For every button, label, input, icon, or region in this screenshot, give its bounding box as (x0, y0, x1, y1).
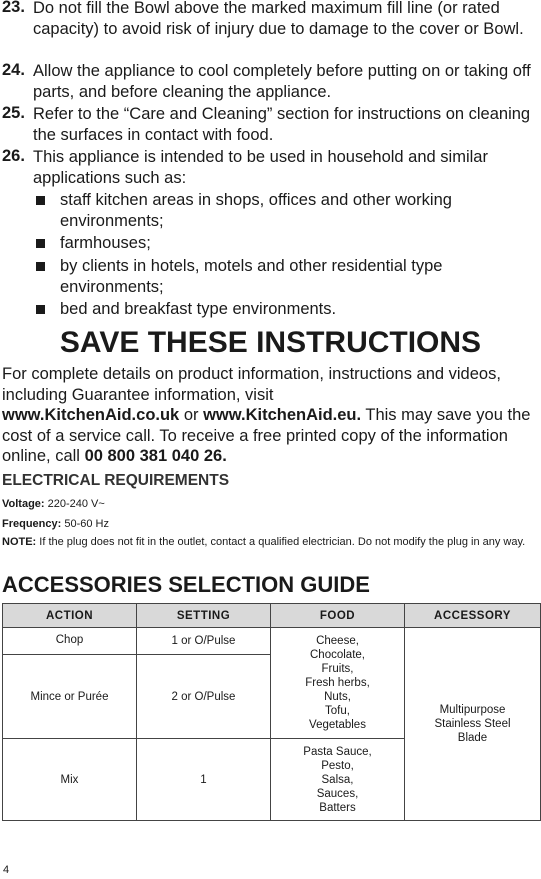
electrical-heading: ELECTRICAL REQUIREMENTS (2, 472, 230, 489)
voltage-label: Voltage: (2, 498, 45, 510)
bullet-item: by clients in hotels, motels and other residential type environments; (60, 257, 443, 296)
action-cell: Chop (3, 628, 137, 655)
kitchenaid-uk-link[interactable]: www.KitchenAid.co.uk (2, 406, 180, 424)
frequency-label: Frequency: (2, 518, 62, 530)
food-item: Fruits, (321, 663, 354, 675)
food-item: Batters (319, 801, 356, 814)
food-item: Cheese, (316, 635, 359, 647)
setting-cell: 2 or O/Pulse (137, 655, 271, 739)
frequency-line (2, 517, 532, 531)
bullet-item: farmhouses; (60, 234, 151, 252)
accessory-line: Blade (457, 732, 488, 744)
setting-cell: 1 or O/Pulse (137, 628, 271, 655)
save-instructions-heading: SAVE THESE INSTRUCTIONS (59, 326, 482, 359)
food-item: Pasta Sauce, (303, 745, 372, 758)
bullet-marker (36, 239, 45, 248)
item-24-number: 24. (2, 61, 25, 79)
column-header-food: FOOD (271, 604, 405, 628)
voltage-value: 220-240 V~ (44, 498, 105, 510)
column-header-accessory: ACCESSORY (405, 604, 541, 628)
bullet-marker (36, 305, 45, 314)
voltage-line (2, 497, 532, 511)
accessories-table (2, 603, 541, 821)
food-item: Salsa, (321, 773, 354, 786)
phone-number: 00 800 381 040 26. (84, 447, 227, 465)
item-25-number: 25. (2, 104, 25, 122)
food-cell (271, 739, 405, 821)
food-item: Pesto, (321, 759, 354, 772)
item-23-text: Do not fill the Bowl above the marked maximum fill line (or rated capacity) to avoid risk of injury due to damage to the cover or Bowl. (33, 0, 524, 38)
note-line (2, 535, 532, 549)
action-cell: Mix (3, 739, 137, 821)
accessory-line: Stainless Steel (434, 718, 511, 730)
accessories-heading: ACCESSORIES SELECTION GUIDE (2, 572, 370, 597)
item-26-text: This appliance is intended to be used in household and similar applications such as: (33, 148, 488, 187)
bullet-marker (36, 196, 45, 205)
details-mid: This may save you the cost of a service call. To receive a free printed copy of the information online, call (2, 406, 531, 465)
food-item: Sauces, (316, 787, 359, 800)
bullet-item: bed and breakfast type environments. (60, 300, 337, 318)
item-23-number: 23. (2, 0, 25, 16)
page-number: 4 (3, 864, 10, 876)
food-item: Tofu, (325, 705, 350, 717)
column-header-action: ACTION (3, 604, 137, 628)
details-paragraph (2, 364, 534, 467)
bullet-item: staff kitchen areas in shops, offices and other working environments; (60, 191, 452, 230)
food-item: Nuts, (324, 691, 351, 703)
action-cell: Mince or Purée (3, 655, 137, 739)
table-row (3, 628, 541, 655)
item-24-text: Allow the appliance to cool completely before putting on or taking off parts, and before cleaning the appliance. (33, 62, 531, 101)
details-intro: For complete details on product information, instructions and videos, including Guarantee information, visit (2, 365, 501, 404)
food-item: Fresh herbs, (305, 677, 370, 689)
setting-cell: 1 (137, 739, 271, 821)
accessory-line: Multipurpose (439, 704, 506, 716)
note-text: If the plug does not fit in the outlet, contact a qualified electrician. Do not modify the plug in any way. (36, 536, 526, 548)
food-cell (271, 628, 405, 739)
note-label: NOTE: (2, 536, 37, 548)
food-item: Vegetables (309, 719, 366, 731)
details-or: or (179, 406, 204, 424)
item-25-text: Refer to the “Care and Cleaning” section for instructions on cleaning the surfaces in contact with food. (33, 105, 531, 144)
food-item: Chocolate, (310, 649, 365, 661)
bullet-marker (36, 262, 45, 271)
kitchenaid-eu-link[interactable]: www.KitchenAid.eu. (203, 406, 362, 424)
frequency-value: 50-60 Hz (61, 518, 109, 530)
accessory-cell (405, 628, 541, 821)
column-header-setting: SETTING (137, 604, 271, 628)
item-26-number: 26. (2, 147, 25, 165)
table-header-row (3, 604, 541, 628)
